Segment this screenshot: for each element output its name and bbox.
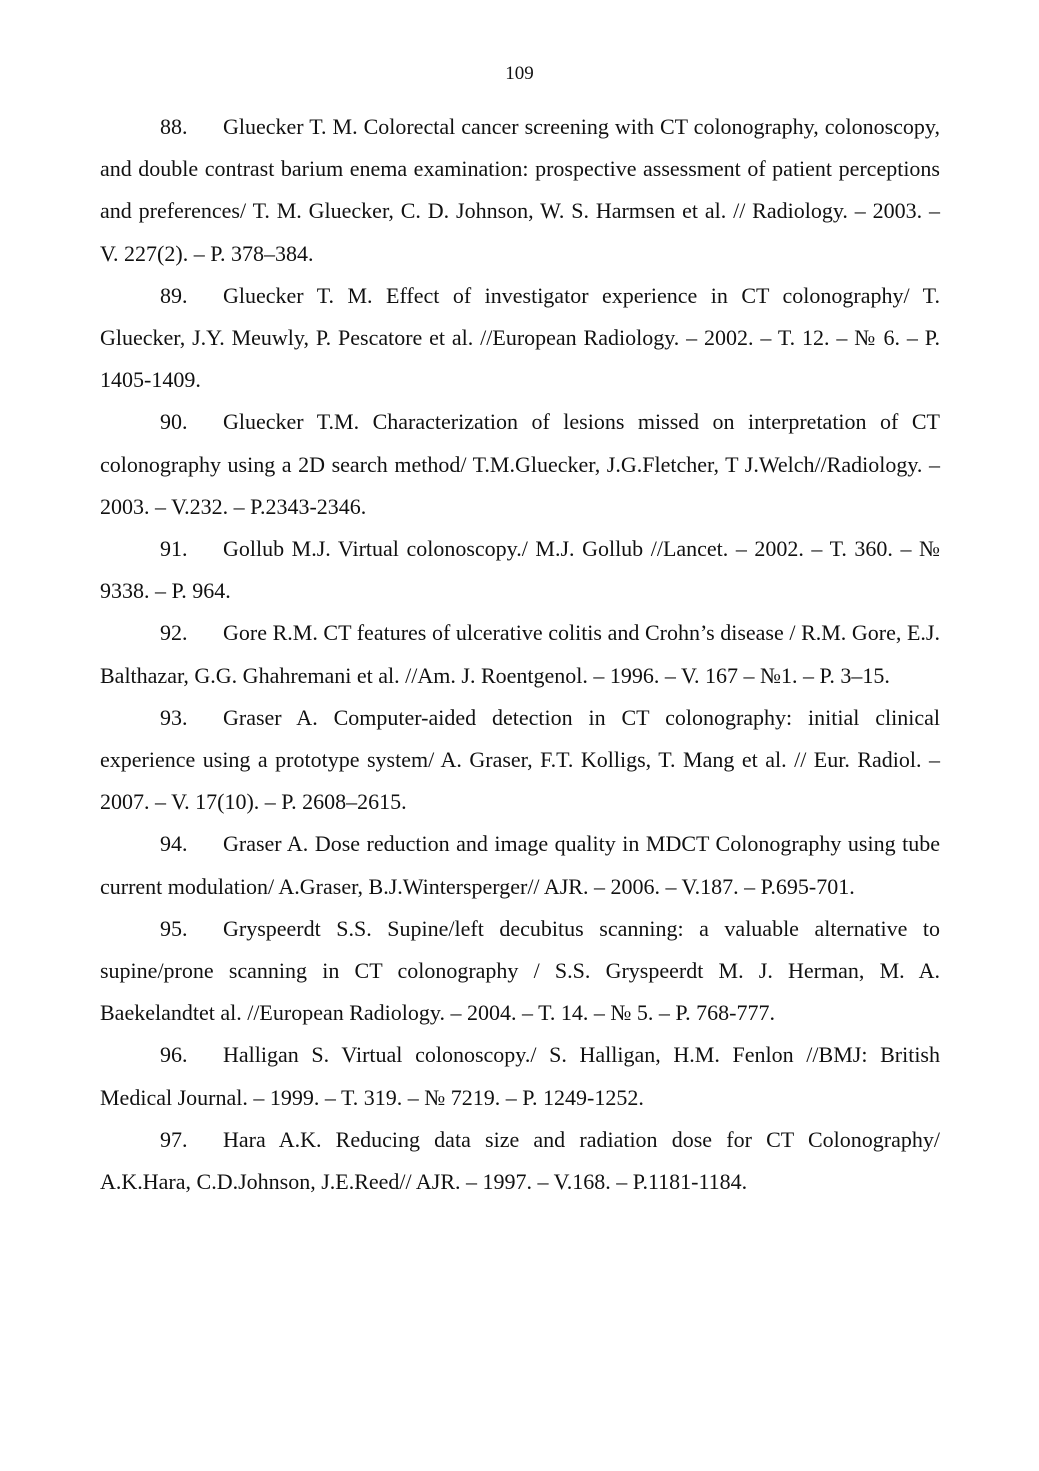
reference-item-91 [100,528,940,612]
reference-item-94 [100,823,940,907]
reference-number: 89. [160,282,188,308]
reference-item-96 [100,1034,940,1118]
reference-text: Graser A. Computer-aided detection in CT colonography: initial clinical experience using a prototype system/ A. Graser, F.T. Kolligs, T. Mang et al. // Eur. Radiol. – 2007. – V. 17(10). – P. 2608–2615. [100,704,940,815]
reference-number: 97. [160,1126,188,1152]
reference-text: Gluecker T.M. Characterization of lesions missed on interpretation of CT colonography using a 2D search method/ T.M.Gluecker, J.G.Fletcher, T J.Welch//Radiology. – 2003. – V.232. – P.2343-2346. [100,409,940,519]
reference-item-93 [100,697,940,824]
reference-number: 94. [160,831,188,857]
reference-list [100,106,940,1203]
reference-text: Hara A.K. Reducing data size and radiation dose for CT Colonography/ A.K.Hara, C.D.Johnson, J.E.Reed// AJR. – 1997. – V.168. – P.1181-1184. [100,1126,940,1195]
reference-number: 92. [160,620,188,646]
reference-number: 93. [160,704,188,730]
reference-item-88 [100,106,940,275]
reference-item-95 [100,908,940,1035]
reference-number: 95. [160,915,188,941]
reference-text: Halligan S. Virtual colonoscopy./ S. Halligan, H.M. Fenlon //BMJ: British Medical Journal. – 1999. – T. 319. – № 7219. – P. 1249-1252. [100,1042,940,1110]
reference-item-89 [100,275,940,402]
reference-number: 96. [160,1042,188,1068]
reference-text: Graser A. Dose reduction and image quality in MDCT Colonography using tube current modulation/ A.Graser, B.J.Wintersperger// AJR. – 2006. – V.187. – P.695-701. [100,831,940,899]
reference-text: Gryspeerdt S.S. Supine/left decubitus scanning: a valuable alternative to supine/prone scanning in CT colonography / S.S. Gryspeerdt M. J. Herman, M. A. Baekelandtet al. //European Radiology. – 2004. – T. 14. – № 5. – P. 768-777. [100,915,940,1026]
reference-item-97 [100,1119,940,1203]
reference-item-90 [100,401,940,528]
page-number: 109 [505,63,534,84]
reference-item-92 [100,612,940,696]
reference-number: 91. [160,536,188,562]
reference-text: Gluecker T. M. Effect of investigator experience in CT colonography/ T. Gluecker, J.Y. Meuwly, P. Pescatore et al. //European Radiology. – 2002. – T. 12. – № 6. – P. 1405-1409. [100,282,940,393]
reference-number: 88. [160,114,188,139]
reference-text: Gore R.M. CT features of ulcerative colitis and Crohn’s disease / R.M. Gore, E.J. Balthazar, G.G. Ghahremani et al. //Am. J. Roentgenol. – 1996. – V. 167 – №1. – P. 3–15. [100,620,940,688]
reference-text: Gluecker T. M. Colorectal cancer screening with CT colonography, colonoscopy, and double contrast barium enema examination: prospective assessment of patient perceptions and preferences/ T. M. Gluecker, C. D. Johnson, W. S. Harmsen et al. // Radiology. – 2003. – V. 227(2). – P. 378–384. [100,114,940,266]
reference-number: 90. [160,409,188,435]
reference-text: Gollub M.J. Virtual colonoscopy./ M.J. Gollub //Lancet. – 2002. – T. 360. – № 9338. – P. 964. [100,536,940,604]
